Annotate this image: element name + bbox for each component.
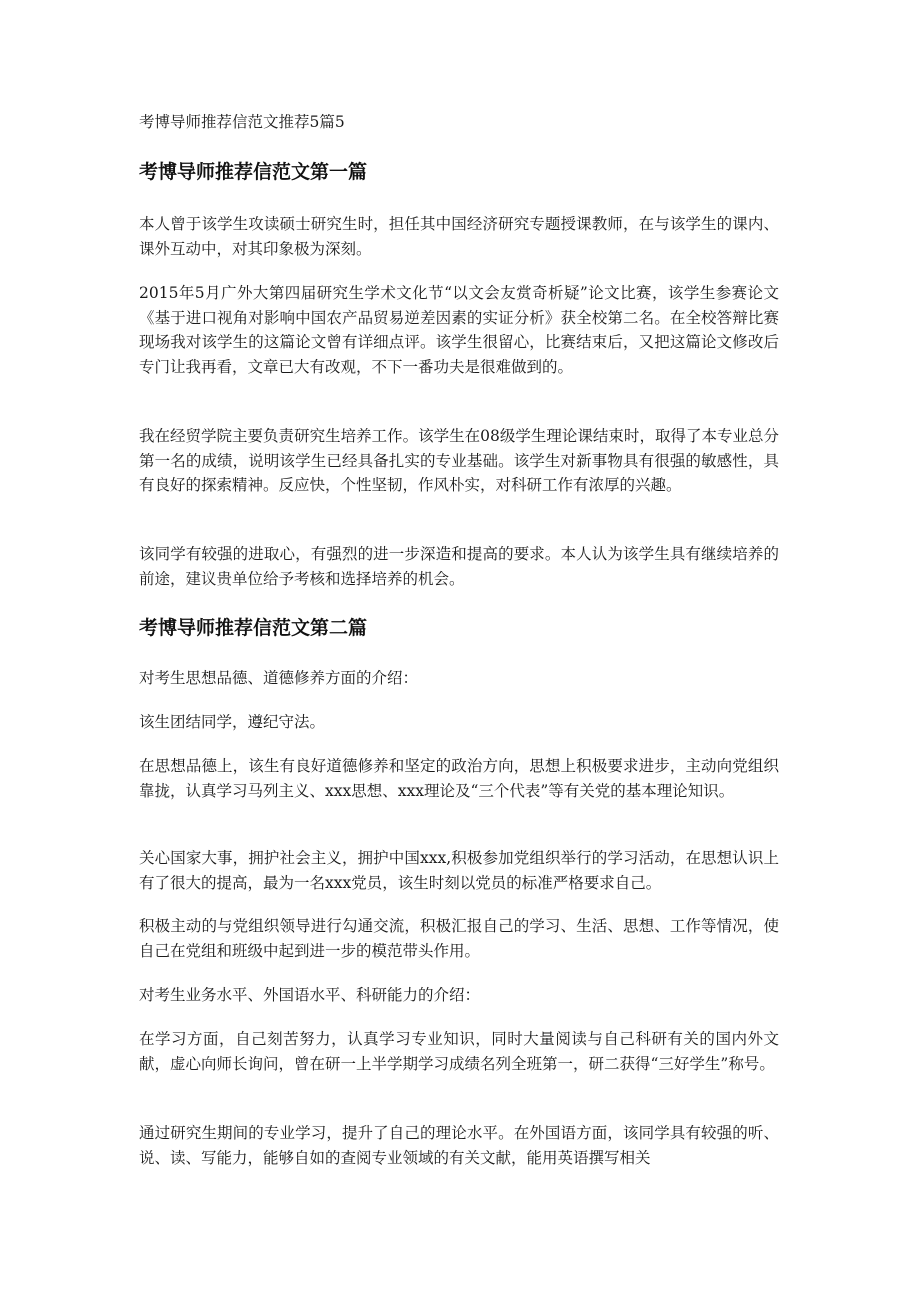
section-2-paragraph-2: 该生团结同学，遵纪守法。	[139, 713, 326, 731]
section-1-heading: 考博导师推荐信范文第一篇	[139, 161, 368, 183]
section-2-heading: 考博导师推荐信范文第二篇	[139, 617, 368, 639]
document-title: 考博导师推荐信范文推荐5篇5	[139, 113, 345, 131]
section-1-paragraph-1: 本人曾于该学生攻读硕士研究生时，担任其中国经济研究专题授课教师，在与该学生的课内、课外互动中，对其印象极为深刻。	[139, 215, 779, 258]
section-2-paragraph-1: 对考生思想品德、道德修养方面的介绍：	[139, 669, 419, 687]
section-2-paragraph-7: 在学习方面，自己刻苦努力，认真学习专业知识，同时大量阅读与自己科研有关的国内外文献，虚心向师长询问，曾在研一上半学期学习成绩名列全班第一，研二获得“三好学生”称号。	[139, 1030, 779, 1073]
section-1-paragraph-2: 2015年5月广外大第四届研究生学术文化节“以文会友赏奇析疑”论文比赛，该学生参赛论文《基于进口视角对影响中国农产品贸易逆差因素的实证分析》获全校第二名。在全校答辩比赛现场我对该学生的这篇论文曾有详细点评。该学生很留心，比赛结束后，又把这篇论文修改后专门让我再看，文章已大有改观，不下一番功夫是很难做到的。	[139, 284, 779, 376]
section-2-paragraph-5: 积极主动的与党组织领导进行勾通交流，积极汇报自己的学习、生活、思想、工作等情况，使自己在党组和班级中起到进一步的模范带头作用。	[139, 917, 779, 960]
section-2-paragraph-6: 对考生业务水平、外国语水平、科研能力的介绍：	[139, 986, 481, 1004]
section-1-paragraph-4: 该同学有较强的进取心，有强烈的进一步深造和提高的要求。本人认为该学生具有继续培养的前途，建议贵单位给予考核和选择培养的机会。	[139, 545, 779, 588]
section-2-paragraph-8: 通过研究生期间的专业学习，提升了自己的理论水平。在外国语方面，该同学具有较强的听、说、读、写能力，能够自如的查阅专业领域的有关文献，能用英语撰写相关	[139, 1124, 779, 1167]
section-1-paragraph-3: 我在经贸学院主要负责研究生培养工作。该学生在08级学生理论课结束时，取得了本专业总分第一名的成绩，说明该学生已经具备扎实的专业基础。该学生对新事物具有很强的敏感性，具有良好的探索精神。反应快，个性坚韧，作风朴实，对科研工作有浓厚的兴趣。	[139, 427, 779, 494]
section-2-paragraph-4: 关心国家大事，拥护社会主义，拥护中国xxx,积极参加党组织举行的学习活动，在思想认识上有了很大的提高，最为一名xxx党员，该生时刻以党员的标准严格要求自己。	[139, 849, 779, 892]
section-2-paragraph-3: 在思想品德上，该生有良好道德修养和坚定的政治方向，思想上积极要求进步，主动向党组织靠拢，认真学习马列主义、xxx思想、xxx理论及“三个代表”等有关党的基本理论知识。	[139, 757, 779, 800]
